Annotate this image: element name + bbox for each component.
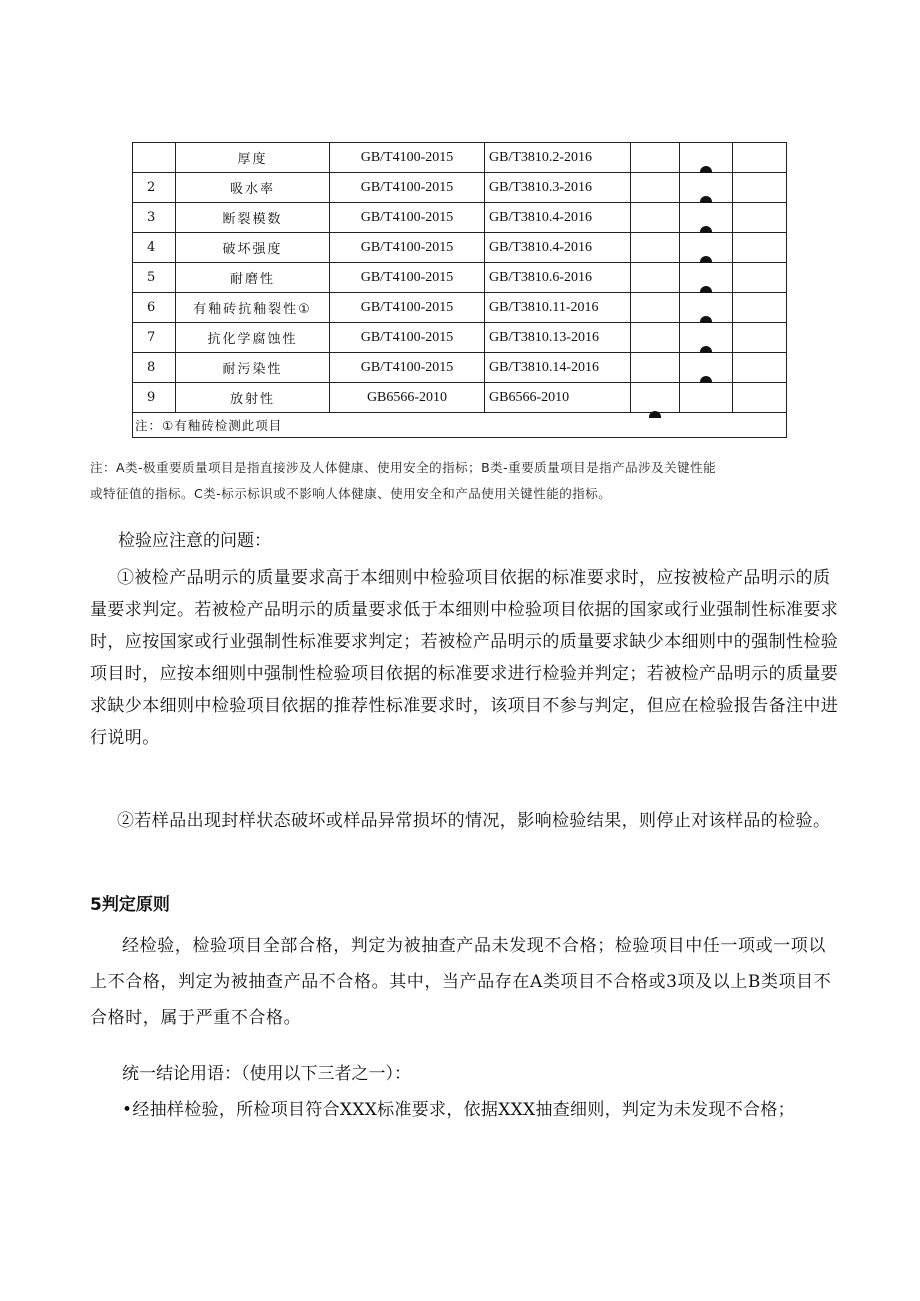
class-c-cell: [733, 293, 787, 323]
item-name: 有釉砖抗釉裂性①: [176, 293, 330, 323]
standard-basis: GB/T4100-2015: [330, 293, 485, 323]
conclusion-title: 统一结论用语：（使用以下三者之一）：: [122, 1064, 411, 1084]
issues-paragraph-2: ②若样品出现封样状态破坏或样品异常损坏的情况，影响检验结果，则停止对该样品的检验。: [117, 811, 831, 831]
standard-basis: GB/T4100-2015: [330, 143, 485, 173]
table-note-row: [133, 413, 787, 438]
class-a-cell: [631, 383, 680, 413]
test-method: GB/T3810.4-2016: [485, 203, 631, 233]
legend-line-2: 或特征值的指标。C类-标示标识或不影响人体健康、使用安全和产品使用关键性能的指标。: [90, 486, 612, 501]
class-a-cell: [631, 143, 680, 173]
class-b-cell: [680, 173, 733, 203]
row-number: 3: [133, 203, 176, 233]
item-name: 耐磨性: [176, 263, 330, 293]
standard-basis: GB/T4100-2015: [330, 173, 485, 203]
table-row: [133, 353, 787, 383]
item-name: 断裂模数: [176, 203, 330, 233]
table-row: [133, 323, 787, 353]
section-5-heading: 5判定原则: [90, 895, 170, 915]
item-name: 厚度: [176, 143, 330, 173]
test-method: GB/T3810.6-2016: [485, 263, 631, 293]
class-a-cell: [631, 203, 680, 233]
class-b-cell: [680, 143, 733, 173]
conclusion-bullet-1: •经抽样检验，所检项目符合XXX标准要求，依据XXX抽查细则，判定为未发现不合格；: [122, 1100, 795, 1120]
class-a-cell: [631, 263, 680, 293]
row-number: 6: [133, 293, 176, 323]
item-name: 放射性: [176, 383, 330, 413]
class-b-cell: [680, 203, 733, 233]
standard-basis: GB6566-2010: [330, 383, 485, 413]
row-number: 9: [133, 383, 176, 413]
class-c-cell: [733, 353, 787, 383]
item-name: 破坏强度: [176, 233, 330, 263]
table-row: [133, 233, 787, 263]
class-a-cell: [631, 323, 680, 353]
table-row: [133, 263, 787, 293]
class-a-cell: [631, 293, 680, 323]
class-c-cell: [733, 323, 787, 353]
class-b-cell: [680, 323, 733, 353]
class-c-cell: [733, 383, 787, 413]
test-method: GB/T3810.13-2016: [485, 323, 631, 353]
row-number: 8: [133, 353, 176, 383]
test-method: GB/T3810.4-2016: [485, 233, 631, 263]
test-method: GB/T3810.3-2016: [485, 173, 631, 203]
standard-basis: GB/T4100-2015: [330, 233, 485, 263]
class-c-cell: [733, 263, 787, 293]
class-b-cell: [680, 353, 733, 383]
class-a-cell: [631, 173, 680, 203]
class-b-cell: [680, 383, 733, 413]
table-row: [133, 293, 787, 323]
item-name: 耐污染性: [176, 353, 330, 383]
class-c-cell: [733, 233, 787, 263]
row-number: [133, 143, 176, 173]
table-note: 注：①有釉砖检测此项目: [133, 413, 787, 438]
class-c-cell: [733, 143, 787, 173]
section-5-paragraph: 经检验，检验项目全部合格，判定为被抽查产品未发现不合格；检验项目中任一项或一项以上不合格，判定为被抽查产品不合格。其中，当产品存在A类项目不合格或3项及以上B类项目不合格时，属于严重不合格。: [90, 936, 832, 1028]
row-number: 7: [133, 323, 176, 353]
class-b-cell: [680, 263, 733, 293]
inspection-items-table: [132, 142, 787, 438]
class-b-cell: [680, 293, 733, 323]
class-a-cell: [631, 233, 680, 263]
issues-title: 检验应注意的问题：: [118, 531, 271, 551]
standard-basis: GB/T4100-2015: [330, 353, 485, 383]
standard-basis: GB/T4100-2015: [330, 203, 485, 233]
row-number: 4: [133, 233, 176, 263]
class-c-cell: [733, 203, 787, 233]
table-row: [133, 383, 787, 413]
class-a-cell: [631, 353, 680, 383]
class-c-cell: [733, 173, 787, 203]
row-number: 2: [133, 173, 176, 203]
legend-line-1: 注：A类-极重要质量项目是指直接涉及人体健康、使用安全的指标；B类-重要质量项目是指产品涉及关键性能: [90, 460, 717, 475]
class-b-cell: [680, 233, 733, 263]
standard-basis: GB/T4100-2015: [330, 323, 485, 353]
row-number: 5: [133, 263, 176, 293]
test-method: GB/T3810.14-2016: [485, 353, 631, 383]
table-row: [133, 143, 787, 173]
test-method: GB/T3810.2-2016: [485, 143, 631, 173]
issues-paragraph-1: ①被检产品明示的质量要求高于本细则中检验项目依据的标准要求时，应按被检产品明示的质量要求判定。若被检产品明示的质量要求低于本细则中检验项目依据的国家或行业强制性标准要求时，应按国家或行业强制性标准要求判定；若被检产品明示的质量要求缺少本细则中的强制性检验项目时，应按本细则中强制性检验项目依据的标准要求进行检验并判定；若被检产品明示的质量要求缺少本细则中检验项目依据的推荐性标准要求时，该项目不参与判定，但应在检验报告备注中进行说明。: [90, 568, 839, 748]
item-name: 抗化学腐蚀性: [176, 323, 330, 353]
table-row: [133, 173, 787, 203]
test-method: GB/T3810.11-2016: [485, 293, 631, 323]
table-row: [133, 203, 787, 233]
item-name: 吸水率: [176, 173, 330, 203]
test-method: GB6566-2010: [485, 383, 631, 413]
standard-basis: GB/T4100-2015: [330, 263, 485, 293]
classification-legend: [90, 455, 830, 507]
